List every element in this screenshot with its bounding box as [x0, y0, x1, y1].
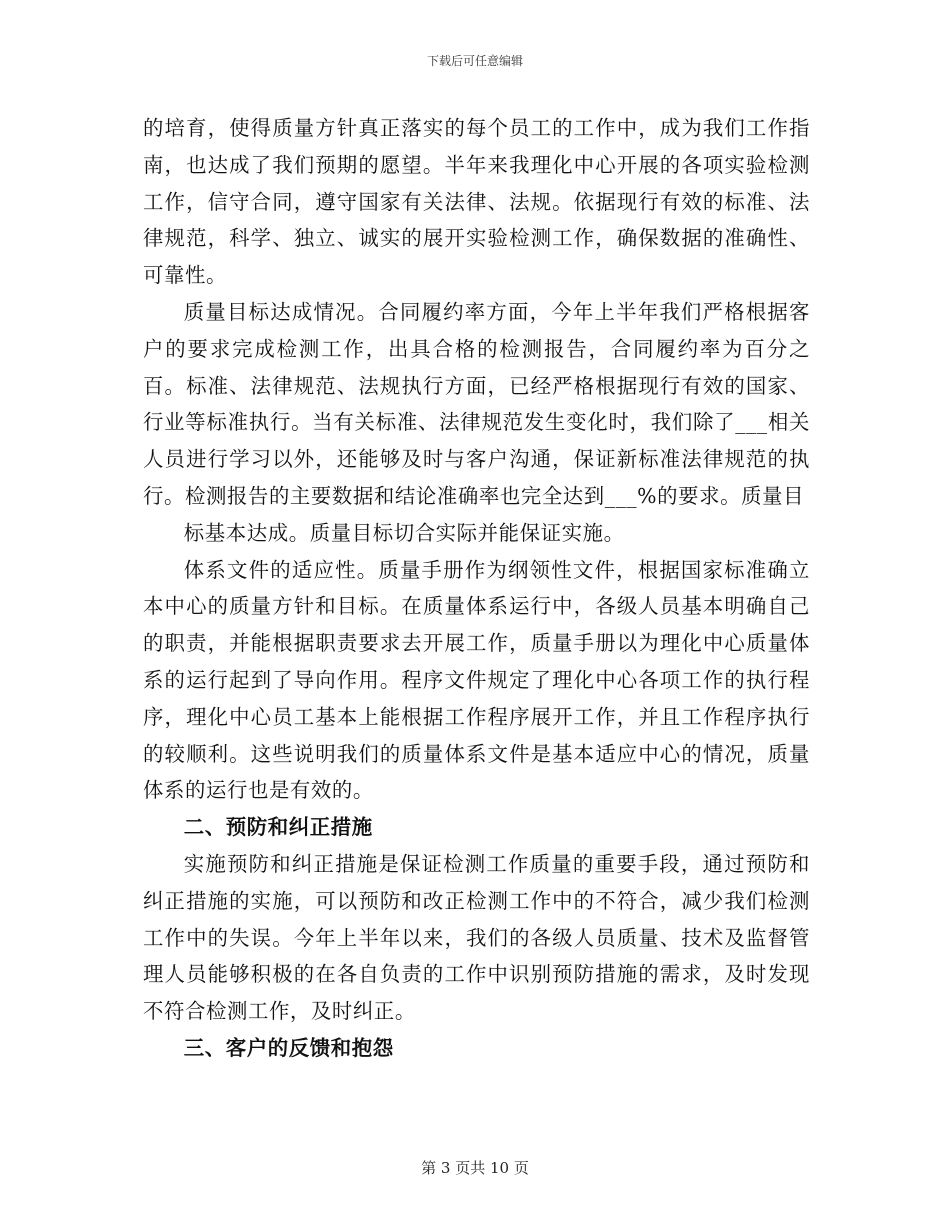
document-body [143, 110, 810, 1067]
paragraph-continued: 的培育，使得质量方针真正落实的每个员工的工作中，成为我们工作指南，也达成了我们预期的愿望。半年来我理化中心开展的各项实验检测工作，信守合同，遵守国家有关法律、法规。依据现行有效的标准、法律规范，科学、独立、诚实的展开实验检测工作，确保数据的准确性、可靠性。 [143, 116, 810, 288]
page-header: 下载后可任意编辑 [426, 54, 523, 68]
section-heading-customer-feedback: 三、客户的反馈和抱怨 [183, 1035, 394, 1060]
paragraph-prevention-measures: 实施预防和纠正措施是保证检测工作质量的重要手段，通过预防和纠正措施的实施，可以预防和改正检测工作中的不符合，减少我们检测工作中的失误。今年上半年以来，我们的各级人员质量、技术及监督管理人员能够积极的在各自负责的工作中识别预防措施的需求，及时发现不符合检测工作，及时纠正。 [143, 851, 810, 1024]
section-heading-prevention: 二、预防和纠正措施 [183, 815, 373, 840]
page-footer: 第 3 页共 10 页 [421, 1159, 529, 1177]
paragraph-goals-achieved: 标基本达成。质量目标切合实际并能保证实施。 [183, 520, 625, 545]
paragraph-quality-goals: 质量目标达成情况。合同履约率方面，今年上半年我们严格根据客户的要求完成检测工作，出具合格的检测报告，合同履约率为百分之百。标准、法律规范、法规执行方面，已经严格根据现行有效的国家、行业等标准执行。当有关标准、法律规范发生变化时，我们除了___相关人员进行学习以外，还能够及时与客户沟通，保证新标准法律规范的执行。检测报告的主要数据和结论准确率也完全达到___%的要求。质量目 [143, 299, 810, 508]
paragraph-system-documents: 体系文件的适应性。质量手册作为纲领性文件，根据国家标准确立本中心的质量方针和目标。在质量体系运行中，各级人员基本明确自己的职责，并能根据职责要求去开展工作，质量手册以为理化中心质量体系的运行起到了导向作用。程序文件规定了理化中心各项工作的执行程序，理化中心员工基本上能根据工作程序展开工作，并且工作程序执行的较顺利。这些说明我们的质量体系文件是基本适应中心的情况，质量体系的运行也是有效的。 [143, 557, 810, 803]
